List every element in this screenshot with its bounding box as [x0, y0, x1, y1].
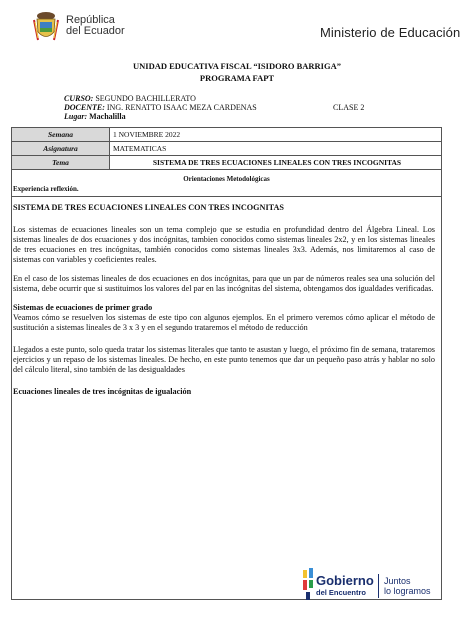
semana-value: 1 NOVIEMBRE 2022 — [113, 130, 181, 139]
asignatura-value: MATEMATICAS — [113, 144, 167, 153]
row-tema — [12, 156, 441, 170]
row-asignatura — [12, 142, 441, 156]
content-paragraph-3: Veamos cómo se resuelven los sistemas de este tipo con algunos ejemplos. En el primero veremos cómo aplicar el método de sustitución a sistemas lineales de 3 x 3 y en el segundo trataremos el método de reducción — [13, 313, 435, 332]
logo-divider — [378, 574, 379, 598]
lesson-content — [12, 197, 441, 599]
slogan: Juntos lo logramos — [384, 576, 431, 596]
tema-value: SISTEMA DE TRES ECUACIONES LINEALES CON TRES INCOGNITAS — [152, 158, 402, 167]
content-heading-2: Sistemas de ecuaciones de primer grado — [13, 303, 153, 312]
content-heading-3: Ecuaciones lineales de tres incógnitas de igualación — [13, 387, 192, 396]
program-title: PROGRAMA FAPT — [199, 73, 275, 83]
tema-label: Tema — [12, 156, 110, 169]
lesson-table — [11, 127, 442, 600]
content-heading-1: SISTEMA DE TRES ECUACIONES LINEALES CON TRES INCOGNITAS — [13, 203, 284, 212]
school-title: UNIDAD EDUCATIVA FISCAL “ISIDORO BARRIGA” — [133, 61, 341, 71]
clase-label: CLASE 2 — [333, 103, 365, 112]
gobierno-subtitle: del Encuentro — [316, 588, 367, 597]
page-header — [0, 0, 474, 58]
lugar-label: Lugar: — [64, 112, 88, 121]
asignatura-label: Asignatura — [12, 142, 110, 155]
docente-value: ING. RENATTO ISAAC MEZA CARDENAS — [106, 103, 257, 112]
row-semana — [12, 128, 441, 142]
lugar-line — [64, 112, 126, 121]
gobierno-logo — [300, 562, 440, 612]
orientaciones-heading: Orientaciones Metodológicas — [183, 175, 270, 183]
docente-label: DOCENTE: — [64, 103, 105, 112]
docente-line — [64, 103, 257, 112]
content-paragraph-1: Los sistemas de ecuaciones lineales son un tema complejo que se estudia en profundidad dentro del Álgebra Lineal. Los sistemas lineales de dos ecuaciones y dos incógnitas, tambien conocidos como sistemas lineales 2x2, y en los sistemas lineales de tres ecuaciones en tres incógnitas, también conocidos como sistemas lineales 3x3. Además, nos limitaremos al caso de sistemas con variables y coeficientes reales. — [13, 225, 435, 264]
content-paragraph-2: En el caso de los sistemas lineales de dos ecuaciones en dos incógnitas, para que un par de números reales sea una solución del sistema, debe ocurrir que si sustituimos los valores del par en las incógnitas del sistema, obtengamos dos igualdades verificadas. — [13, 274, 435, 293]
curso-line — [64, 94, 196, 103]
republic-label: República del Ecuador — [66, 14, 125, 37]
content-paragraph-4: Llegados a este punto, solo queda tratar los sistemas literales que tanto te asustan y luego, el próximo fin de semana, trataremos ejercicios y un repaso de los sistemas lineales. De hecho, en este punto tenemos que dar un pequeño paso atrás y hablar no solo del cálculo literal, sino también de las desigualdades — [13, 345, 435, 374]
lugar-value: Machalilla — [89, 112, 126, 121]
curso-label: CURSO: — [64, 94, 94, 103]
coat-of-arms-icon — [32, 10, 60, 44]
ministry-title: Ministerio de Educación — [320, 25, 461, 40]
gobierno-title: Gobierno — [316, 573, 374, 588]
curso-value: SEGUNDO BACHILLERATO — [95, 94, 196, 103]
semana-label: Semana — [12, 128, 110, 141]
experiencia-heading: Experiencia reflexión. — [12, 184, 441, 197]
